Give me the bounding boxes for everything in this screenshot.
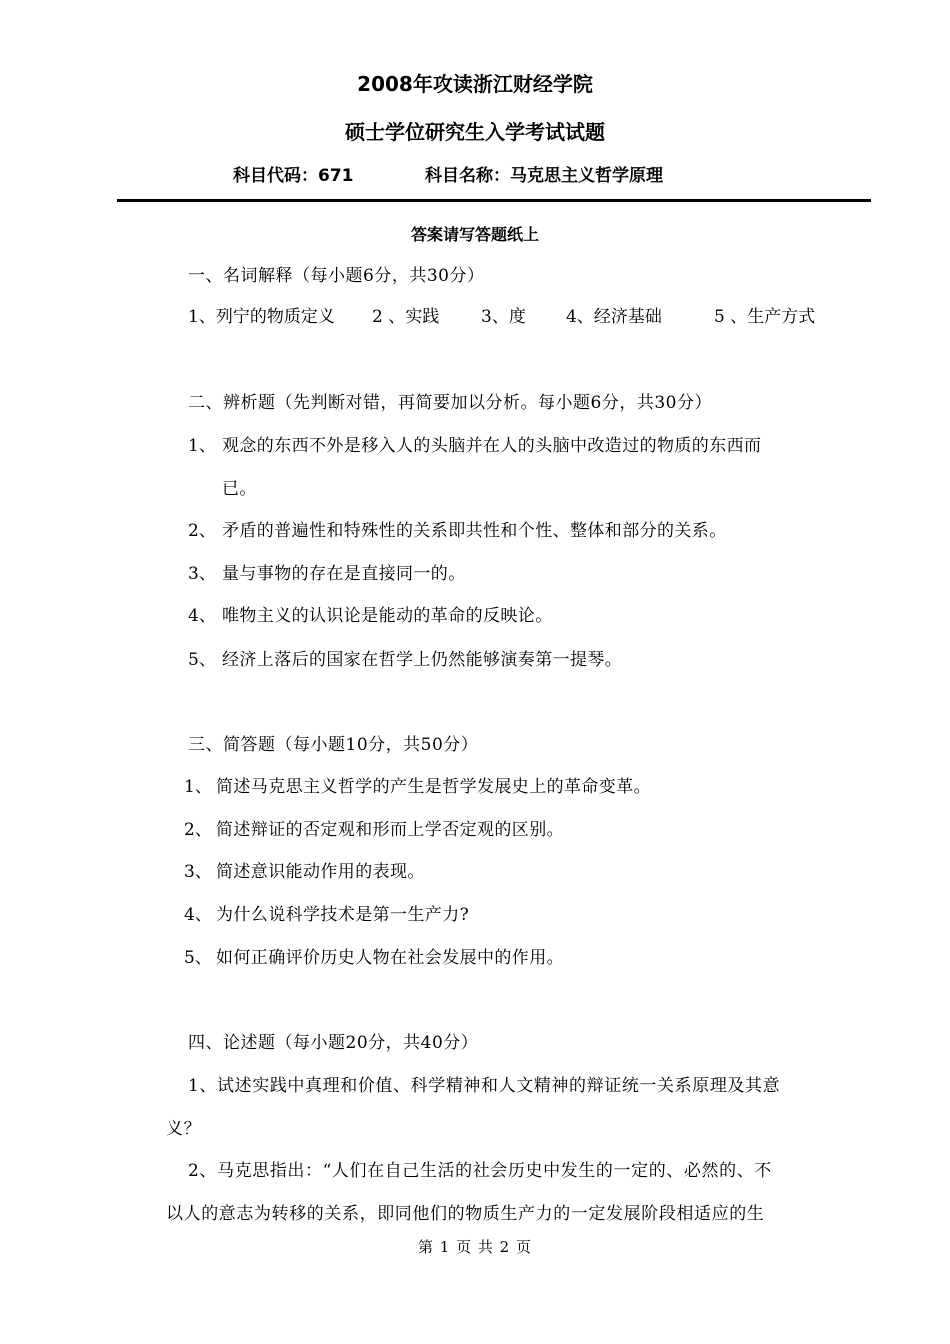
- question-number: 2、: [188, 521, 216, 541]
- question-number: 1、: [188, 436, 216, 456]
- subject-code: 科目代码：671: [233, 166, 354, 186]
- question-text: 简述马克思主义哲学的产生是哲学发展史上的革命变革。: [216, 777, 651, 797]
- essay-question-1: 1、试述实践中真理和价值、科学精神和人文精神的辩证统一关系原理及其意: [188, 1076, 781, 1096]
- question-number: 2、: [184, 820, 212, 840]
- question-text: 唯物主义的认识论是能动的革命的反映论。: [222, 606, 553, 626]
- section2-heading: 二、辨析题（先判断对错，再简要加以分析。每小题6分，共30分）: [188, 393, 712, 413]
- essay-question-2: 2、马克思指出：“人们在自己生活的社会历史中发生的一定的、必然的、不: [188, 1161, 772, 1181]
- question-text: 为什么说科学技术是第一生产力?: [216, 905, 470, 925]
- section4-heading: 四、论述题（每小题20分，共40分）: [188, 1033, 479, 1053]
- essay-question-1-continued: 义？: [166, 1119, 202, 1139]
- question-text-continued: 已。: [222, 479, 257, 499]
- question-text: 观念的东西不外是移入人的头脑并在人的头脑中改造过的物质的东西而: [222, 436, 762, 456]
- page-footer: 第 1 页 共 2 页: [418, 1238, 532, 1256]
- question-number: 5、: [184, 948, 212, 968]
- question-text: 经济上落后的国家在哲学上仍然能够演奏第一提琴。: [222, 650, 623, 670]
- question-number: 4、: [184, 905, 212, 925]
- term-item: 2 、实践: [372, 307, 440, 327]
- question-number: 4、: [188, 606, 216, 626]
- section1-heading: 一、名词解释（每小题6分，共30分）: [188, 266, 485, 286]
- question-number: 5、: [188, 650, 216, 670]
- question-text: 简述辩证的否定观和形而上学否定观的区别。: [216, 820, 564, 840]
- answer-note: 答案请写答题纸上: [410, 225, 539, 244]
- exam-title-line1: 2008年攻读浙江财经学院: [357, 72, 593, 96]
- header-divider: [117, 199, 871, 202]
- subject-name: 科目名称：马克思主义哲学原理: [425, 166, 663, 186]
- question-text: 如何正确评价历史人物在社会发展中的作用。: [216, 948, 564, 968]
- question-text: 简述意识能动作用的表现。: [216, 862, 425, 882]
- section3-heading: 三、简答题（每小题10分，共50分）: [188, 735, 479, 755]
- essay-question-2-continued: 以人的意志为转移的关系，即同他们的物质生产力的一定发展阶段相适应的生: [166, 1204, 765, 1224]
- term-item: 1、列宁的物质定义: [188, 307, 335, 327]
- exam-title-line2: 硕士学位研究生入学考试试题: [345, 120, 605, 144]
- term-item: 5 、生产方式: [714, 307, 816, 327]
- term-item: 3、度: [481, 307, 526, 327]
- question-text: 矛盾的普遍性和特殊性的关系即共性和个性、整体和部分的关系。: [222, 521, 727, 541]
- term-item: 4、经济基础: [566, 307, 662, 327]
- question-number: 3、: [184, 862, 212, 882]
- question-number: 3、: [188, 564, 216, 584]
- question-number: 1、: [184, 777, 212, 797]
- question-text: 量与事物的存在是直接同一的。: [222, 564, 466, 584]
